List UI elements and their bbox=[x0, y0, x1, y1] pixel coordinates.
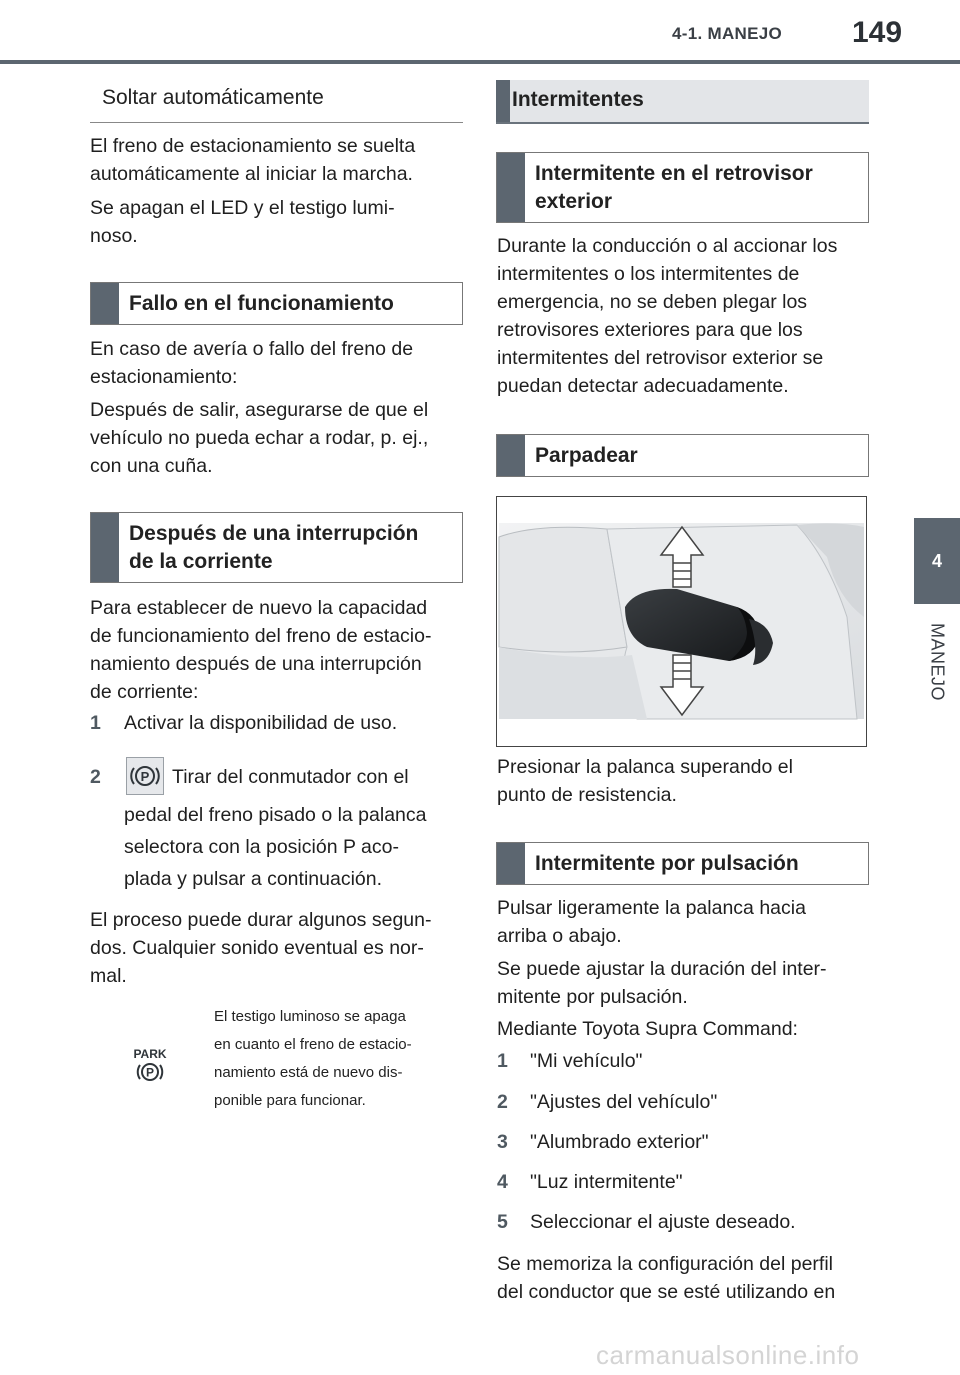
para-despues-2-l3: mal. bbox=[90, 965, 127, 987]
step-number: 5 bbox=[497, 1211, 508, 1233]
park-warning-icon bbox=[130, 1045, 170, 1085]
page-number: 149 bbox=[852, 16, 903, 49]
step-number: 1 bbox=[497, 1050, 508, 1072]
para-retrovisor-l5: intermitentes del retrovisor exterior se bbox=[497, 347, 824, 369]
svg-text:P: P bbox=[145, 1065, 155, 1080]
chapter-tab-number: 4 bbox=[914, 518, 960, 604]
heading-retrovisor bbox=[496, 152, 869, 223]
heading-retrovisor-text bbox=[535, 160, 858, 216]
heading-retrovisor-l2: exterior bbox=[535, 189, 613, 213]
svg-text:P: P bbox=[140, 769, 150, 784]
para-parpadear-l2: punto de resistencia. bbox=[497, 784, 677, 806]
chapter-tab-text: MANEJO bbox=[927, 622, 948, 702]
heading-parpadear bbox=[496, 434, 869, 477]
para-retrovisor-l1: Durante la conducción o al accionar los bbox=[497, 235, 838, 257]
step-text-l1: Tirar del conmutador con el bbox=[172, 766, 409, 788]
para-pulsacion-3: Mediante Toyota Supra Command: bbox=[497, 1018, 798, 1040]
watermark: carmanualsonline.info bbox=[596, 1340, 860, 1370]
header-rule bbox=[0, 60, 960, 64]
para-pulsacion-4-l2: del conductor que se esté utilizando en bbox=[497, 1281, 836, 1303]
para-despues-1-l3: namiento después de una interrupción bbox=[90, 653, 422, 675]
para-soltar-2-l2: noso. bbox=[90, 225, 138, 247]
step-text: "Luz intermitente" bbox=[530, 1171, 683, 1193]
heading-intermitentes-text: Intermitentes bbox=[512, 88, 644, 111]
step-text-l4: plada y pulsar a continuación. bbox=[124, 868, 383, 890]
heading-despues-text bbox=[129, 520, 452, 576]
step-number: 2 bbox=[90, 766, 101, 788]
step-number: 3 bbox=[497, 1131, 508, 1153]
heading-fallo-text: Fallo en el funcionamiento bbox=[129, 291, 394, 315]
step-text: Activar la disponibilidad de uso. bbox=[124, 712, 398, 734]
heading-retrovisor-l1: Intermitente en el retrovisor bbox=[535, 161, 813, 185]
step-text-l3: selectora con la posición P aco- bbox=[124, 836, 399, 858]
heading-pulsacion-text: Intermitente por pulsación bbox=[535, 851, 799, 875]
heading-despues bbox=[90, 512, 463, 583]
running-header-section: 4-1. MANEJO bbox=[672, 24, 783, 43]
step-text: Seleccionar el ajuste deseado. bbox=[530, 1211, 796, 1233]
heading-accent-bar bbox=[497, 153, 525, 222]
para-retrovisor-l3: emergencia, no se deben plegar los bbox=[497, 291, 808, 313]
step-number: 1 bbox=[90, 712, 101, 734]
heading-fallo bbox=[90, 282, 463, 325]
para-despues-1-l1: Para establecer de nuevo la capacidad bbox=[90, 597, 428, 619]
heading-pulsacion bbox=[496, 842, 869, 885]
note-l3: namiento está de nuevo dis- bbox=[214, 1064, 403, 1081]
para-pulsacion-4-l1: Se memoriza la configuración del perfil bbox=[497, 1253, 833, 1275]
para-pulsacion-2-l1: Se puede ajustar la duración del inter- bbox=[497, 958, 827, 980]
heading-parpadear-text: Parpadear bbox=[535, 443, 638, 467]
para-soltar-1-l1: El freno de estacionamiento se suelta bbox=[90, 135, 416, 157]
para-fallo-2-l3: con una cuña. bbox=[90, 455, 213, 477]
para-fallo-2-l1: Después de salir, asegurarse de que el bbox=[90, 399, 429, 421]
para-soltar-2-l1: Se apagan el LED y el testigo lumi- bbox=[90, 197, 395, 219]
para-despues-1-l4: de corriente: bbox=[90, 681, 199, 703]
note-l1: El testigo luminoso se apaga bbox=[214, 1008, 406, 1025]
para-retrovisor-l4: retrovisores exteriores para que los bbox=[497, 319, 803, 341]
heading-accent-bar bbox=[497, 435, 525, 476]
heading-soltar-text: Soltar automáticamente bbox=[102, 86, 324, 109]
para-pulsacion-1-l1: Pulsar ligeramente la palanca hacia bbox=[497, 897, 806, 919]
heading-accent-bar bbox=[497, 843, 525, 884]
heading-accent-bar bbox=[91, 283, 119, 324]
chapter-tab-label bbox=[914, 604, 960, 720]
step-number: 2 bbox=[497, 1091, 508, 1113]
para-despues-1-l2: de funcionamiento del freno de estacio- bbox=[90, 625, 432, 647]
note-l4: ponible para funcionar. bbox=[214, 1092, 366, 1109]
para-pulsacion-2-l2: mitente por pulsación. bbox=[497, 986, 688, 1008]
para-pulsacion-1-l2: arriba o abajo. bbox=[497, 925, 622, 947]
step-text: "Mi vehículo" bbox=[530, 1050, 643, 1072]
heading-soltar bbox=[90, 78, 463, 123]
para-retrovisor-l2: intermitentes o los intermitentes de bbox=[497, 263, 800, 285]
para-despues-2-l1: El proceso puede durar algunos segun- bbox=[90, 909, 432, 931]
step-number: 4 bbox=[497, 1171, 508, 1193]
heading-accent-bar bbox=[496, 80, 510, 122]
para-despues-2-l2: dos. Cualquier sonido eventual es nor- bbox=[90, 937, 424, 959]
para-soltar-1-l2: automáticamente al iniciar la marcha. bbox=[90, 163, 413, 185]
parking-brake-button-icon bbox=[126, 757, 164, 795]
park-label: PARK bbox=[133, 1047, 167, 1061]
step-text: "Ajustes del vehículo" bbox=[530, 1091, 718, 1113]
para-retrovisor-l6: puedan detectar adecuadamente. bbox=[497, 375, 789, 397]
heading-accent-bar bbox=[91, 513, 119, 582]
note-l2: en cuanto el freno de estacio- bbox=[214, 1036, 412, 1053]
heading-intermitentes bbox=[496, 80, 869, 124]
para-fallo-1-l1: En caso de avería o fallo del freno de bbox=[90, 338, 414, 360]
para-fallo-1-l2: estacionamiento: bbox=[90, 366, 238, 388]
para-fallo-2-l2: vehículo no pueda echar a rodar, p. ej., bbox=[90, 427, 429, 449]
step-text-l2: pedal del freno pisado o la palanca bbox=[124, 804, 427, 826]
step-text: "Alumbrado exterior" bbox=[530, 1131, 709, 1153]
heading-despues-l1: Después de una interrupción bbox=[129, 521, 419, 545]
para-parpadear-l1: Presionar la palanca superando el bbox=[497, 756, 793, 778]
turn-signal-lever-illustration bbox=[496, 496, 867, 747]
heading-despues-l2: de la corriente bbox=[129, 549, 273, 573]
